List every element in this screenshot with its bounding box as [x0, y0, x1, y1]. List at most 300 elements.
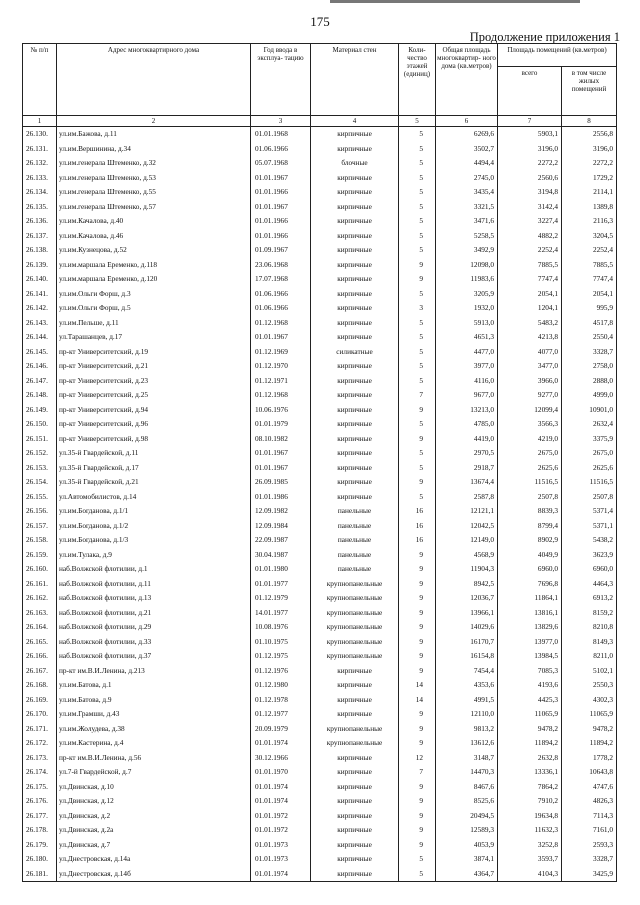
row-total-area: 8467,6	[436, 780, 498, 795]
row-year: 01.01.1967	[251, 461, 311, 476]
row-total-area: 4991,5	[436, 693, 498, 708]
row-premises-area: 11894,2	[498, 736, 562, 751]
row-floors: 16	[399, 519, 436, 534]
row-total-area: 3492,9	[436, 243, 498, 258]
row-address: пр-кт Университетский, д.21	[57, 359, 251, 374]
row-material: крупнопанельные	[311, 577, 399, 592]
row-premises-area: 4425,3	[498, 693, 562, 708]
column-number: 4	[311, 116, 399, 127]
row-floors: 7	[399, 765, 436, 780]
row-residential-area: 8211,0	[562, 649, 617, 664]
row-material: кирпичные	[311, 678, 399, 693]
column-number: 2	[57, 116, 251, 127]
row-premises-area: 2272,2	[498, 156, 562, 171]
row-floors: 12	[399, 751, 436, 766]
row-number: 26.142.	[23, 301, 57, 316]
row-number: 26.168.	[23, 678, 57, 693]
row-residential-area: 4464,3	[562, 577, 617, 592]
table-row	[23, 330, 617, 345]
row-floors: 5	[399, 171, 436, 186]
row-number: 26.158.	[23, 533, 57, 548]
column-number: 3	[251, 116, 311, 127]
row-residential-area: 3375,9	[562, 432, 617, 447]
row-address: ул.им.Пельше, д.11	[57, 316, 251, 331]
row-year: 01.01.1972	[251, 823, 311, 838]
table-row	[23, 707, 617, 722]
row-premises-area: 7864,2	[498, 780, 562, 795]
row-premises-area: 2560,6	[498, 171, 562, 186]
row-premises-area: 5483,2	[498, 316, 562, 331]
row-premises-area: 7696,8	[498, 577, 562, 592]
row-year: 01.06.1966	[251, 142, 311, 157]
row-year: 01.01.1967	[251, 200, 311, 215]
table-row	[23, 765, 617, 780]
row-floors: 5	[399, 229, 436, 244]
row-address: ул.Тарашанцев, д.17	[57, 330, 251, 345]
row-material: кирпичные	[311, 707, 399, 722]
row-premises-area: 2507,8	[498, 490, 562, 505]
row-address: ул.им.маршала Еременко, д.120	[57, 272, 251, 287]
table-row	[23, 852, 617, 867]
row-residential-area: 11516,5	[562, 475, 617, 490]
row-floors: 5	[399, 330, 436, 345]
row-year: 01.01.1973	[251, 838, 311, 853]
row-material: крупнопанельные	[311, 722, 399, 737]
row-floors: 9	[399, 577, 436, 592]
row-address: ул.им.Ольги Форш, д.3	[57, 287, 251, 302]
row-number: 26.131.	[23, 142, 57, 157]
row-premises-area: 3142,4	[498, 200, 562, 215]
row-residential-area: 3425,9	[562, 867, 617, 882]
row-number: 26.155.	[23, 490, 57, 505]
row-address: ул.7-й Гвардейской, д.7	[57, 765, 251, 780]
row-total-area: 16154,8	[436, 649, 498, 664]
row-year: 01.01.1979	[251, 417, 311, 432]
row-floors: 5	[399, 490, 436, 505]
table-row	[23, 475, 617, 490]
row-total-area: 1932,0	[436, 301, 498, 316]
row-address: наб.Волжской флотилии, д.13	[57, 591, 251, 606]
row-year: 01.01.1980	[251, 562, 311, 577]
row-material: панельные	[311, 519, 399, 534]
table-row	[23, 751, 617, 766]
row-number: 26.174.	[23, 765, 57, 780]
row-number: 26.137.	[23, 229, 57, 244]
row-floors: 9	[399, 620, 436, 635]
row-number: 26.139.	[23, 258, 57, 273]
row-total-area: 3435,4	[436, 185, 498, 200]
row-address: ул.им.Тулака, д.9	[57, 548, 251, 563]
row-material: кирпичные	[311, 446, 399, 461]
row-year: 01.12.1969	[251, 345, 311, 360]
row-floors: 5	[399, 852, 436, 867]
row-total-area: 5913,0	[436, 316, 498, 331]
row-floors: 5	[399, 374, 436, 389]
row-total-area: 4494,4	[436, 156, 498, 171]
header-all: всего	[498, 67, 562, 116]
row-premises-area: 8839,3	[498, 504, 562, 519]
row-address: ул.35-й Гвардейской, д.11	[57, 446, 251, 461]
row-premises-area: 13336,1	[498, 765, 562, 780]
row-residential-area: 7885,5	[562, 258, 617, 273]
header-address: Адрес многоквартирного дома	[57, 44, 251, 116]
row-year: 01.12.1975	[251, 649, 311, 664]
row-address: наб.Волжской флотилии, д.33	[57, 635, 251, 650]
row-year: 22.09.1987	[251, 533, 311, 548]
column-number: 1	[23, 116, 57, 127]
row-total-area: 8942,5	[436, 577, 498, 592]
row-premises-area: 4193,6	[498, 678, 562, 693]
row-premises-area: 3566,3	[498, 417, 562, 432]
row-address: ул.им.Богданова, д.1/1	[57, 504, 251, 519]
row-residential-area: 7114,3	[562, 809, 617, 824]
row-residential-area: 10901,0	[562, 403, 617, 418]
table-row	[23, 504, 617, 519]
row-total-area: 14470,3	[436, 765, 498, 780]
row-total-area: 3471,6	[436, 214, 498, 229]
row-premises-area: 11065,9	[498, 707, 562, 722]
row-address: ул.35-й Гвардейской, д.17	[57, 461, 251, 476]
row-residential-area: 4826,3	[562, 794, 617, 809]
row-floors: 9	[399, 780, 436, 795]
row-year: 12.09.1984	[251, 519, 311, 534]
row-floors: 5	[399, 214, 436, 229]
row-total-area: 3874,1	[436, 852, 498, 867]
row-material: кирпичные	[311, 229, 399, 244]
header-material: Материал стен	[311, 44, 399, 116]
row-floors: 5	[399, 156, 436, 171]
row-floors: 9	[399, 649, 436, 664]
row-number: 26.152.	[23, 446, 57, 461]
row-premises-area: 3252,8	[498, 838, 562, 853]
row-residential-area: 8210,8	[562, 620, 617, 635]
row-number: 26.164.	[23, 620, 57, 635]
table-row	[23, 867, 617, 882]
row-total-area: 2587,8	[436, 490, 498, 505]
row-year: 01.01.1974	[251, 794, 311, 809]
row-residential-area: 2593,3	[562, 838, 617, 853]
row-residential-area: 9478,2	[562, 722, 617, 737]
row-number: 26.156.	[23, 504, 57, 519]
row-premises-area: 13816,1	[498, 606, 562, 621]
row-total-area: 2745,0	[436, 171, 498, 186]
row-residential-area: 1778,2	[562, 751, 617, 766]
header-residential: в том числе жилых помещений	[562, 67, 617, 116]
row-year: 14.01.1977	[251, 606, 311, 621]
row-address: ул.им.генерала Штеменко, д.32	[57, 156, 251, 171]
table-row	[23, 446, 617, 461]
row-year: 01.06.1966	[251, 301, 311, 316]
row-floors: 9	[399, 475, 436, 490]
row-year: 26.09.1985	[251, 475, 311, 490]
row-year: 12.09.1982	[251, 504, 311, 519]
row-residential-area: 5371,4	[562, 504, 617, 519]
row-address: ул.им.Качалова, д.46	[57, 229, 251, 244]
row-premises-area: 4213,8	[498, 330, 562, 345]
row-address: ул.им.Богданова, д.1/2	[57, 519, 251, 534]
row-floors: 9	[399, 736, 436, 751]
row-address: ул.им.генерала Штеменко, д.55	[57, 185, 251, 200]
row-total-area: 2918,7	[436, 461, 498, 476]
row-material: кирпичные	[311, 359, 399, 374]
row-total-area: 3148,7	[436, 751, 498, 766]
row-address: пр-кт Университетский, д.98	[57, 432, 251, 447]
row-total-area: 4353,6	[436, 678, 498, 693]
table-row	[23, 359, 617, 374]
row-material: кирпичные	[311, 374, 399, 389]
row-address: пр-кт им.В.И.Ленина, д.56	[57, 751, 251, 766]
row-address: наб.Волжской флотилии, д.1	[57, 562, 251, 577]
row-number: 26.136.	[23, 214, 57, 229]
row-year: 05.07.1968	[251, 156, 311, 171]
row-year: 01.12.1971	[251, 374, 311, 389]
row-residential-area: 2054,1	[562, 287, 617, 302]
row-number: 26.144.	[23, 330, 57, 345]
row-material: кирпичные	[311, 316, 399, 331]
row-address: пр-кт Университетский, д.19	[57, 345, 251, 360]
row-floors: 5	[399, 142, 436, 157]
row-premises-area: 4077,0	[498, 345, 562, 360]
row-total-area: 3321,5	[436, 200, 498, 215]
row-residential-area: 7161,0	[562, 823, 617, 838]
row-premises-area: 8799,4	[498, 519, 562, 534]
table-row	[23, 823, 617, 838]
table-row	[23, 156, 617, 171]
row-residential-area: 3196,0	[562, 142, 617, 157]
row-number: 26.151.	[23, 432, 57, 447]
table-row	[23, 461, 617, 476]
row-floors: 9	[399, 432, 436, 447]
row-residential-area: 995,9	[562, 301, 617, 316]
row-address: ул.Двинская, д.7	[57, 838, 251, 853]
row-total-area: 4477,0	[436, 345, 498, 360]
page-number: 175	[310, 14, 330, 29]
row-year: 01.06.1966	[251, 287, 311, 302]
row-address: наб.Волжской флотилии, д.11	[57, 577, 251, 592]
row-premises-area: 13829,6	[498, 620, 562, 635]
row-premises-area: 3593,7	[498, 852, 562, 867]
row-number: 26.148.	[23, 388, 57, 403]
row-material: кирпичные	[311, 475, 399, 490]
row-number: 26.170.	[23, 707, 57, 722]
row-year: 01.01.1974	[251, 736, 311, 751]
column-number: 7	[498, 116, 562, 127]
row-year: 01.01.1977	[251, 577, 311, 592]
column-number-row	[23, 116, 617, 127]
row-premises-area: 6960,0	[498, 562, 562, 577]
table-row	[23, 229, 617, 244]
header-floors: Коли- чество этажей (единиц)	[399, 44, 436, 116]
row-total-area: 4053,9	[436, 838, 498, 853]
row-material: кирпичные	[311, 127, 399, 142]
row-floors: 9	[399, 809, 436, 824]
row-floors: 3	[399, 301, 436, 316]
row-residential-area: 2556,8	[562, 127, 617, 142]
table-row	[23, 664, 617, 679]
row-residential-area: 4999,0	[562, 388, 617, 403]
row-number: 26.178.	[23, 823, 57, 838]
table-row	[23, 388, 617, 403]
column-number: 6	[436, 116, 498, 127]
row-material: кирпичные	[311, 214, 399, 229]
row-floors: 9	[399, 562, 436, 577]
row-premises-area: 2632,8	[498, 751, 562, 766]
row-number: 26.132.	[23, 156, 57, 171]
row-total-area: 12098,0	[436, 258, 498, 273]
table-row	[23, 374, 617, 389]
row-premises-area: 4882,2	[498, 229, 562, 244]
row-total-area: 16170,7	[436, 635, 498, 650]
row-number: 26.173.	[23, 751, 57, 766]
row-year: 01.01.1967	[251, 171, 311, 186]
row-address: ул.Двинская, д.10	[57, 780, 251, 795]
row-number: 26.149.	[23, 403, 57, 418]
row-material: крупнопанельные	[311, 606, 399, 621]
row-year: 01.12.1979	[251, 591, 311, 606]
table-row	[23, 591, 617, 606]
row-material: кирпичные	[311, 809, 399, 824]
row-premises-area: 4219,0	[498, 432, 562, 447]
row-number: 26.180.	[23, 852, 57, 867]
row-material: крупнопанельные	[311, 620, 399, 635]
table-row	[23, 127, 617, 142]
row-year: 01.01.1966	[251, 214, 311, 229]
row-residential-area: 2632,4	[562, 417, 617, 432]
row-number: 26.130.	[23, 127, 57, 142]
row-floors: 16	[399, 533, 436, 548]
row-address: ул.им.Жолудева, д.38	[57, 722, 251, 737]
table-row	[23, 838, 617, 853]
row-number: 26.141.	[23, 287, 57, 302]
row-total-area: 9677,0	[436, 388, 498, 403]
row-residential-area: 2116,3	[562, 214, 617, 229]
row-total-area: 4785,0	[436, 417, 498, 432]
row-material: крупнопанельные	[311, 649, 399, 664]
row-year: 01.10.1975	[251, 635, 311, 650]
column-number: 5	[399, 116, 436, 127]
row-number: 26.171.	[23, 722, 57, 737]
row-year: 01.01.1973	[251, 852, 311, 867]
row-residential-area: 4517,8	[562, 316, 617, 331]
row-number: 26.181.	[23, 867, 57, 882]
row-year: 01.01.1972	[251, 809, 311, 824]
row-number: 26.172.	[23, 736, 57, 751]
row-total-area: 11904,3	[436, 562, 498, 577]
table-row	[23, 562, 617, 577]
row-material: силикатные	[311, 345, 399, 360]
table-row	[23, 490, 617, 505]
row-total-area: 12121,1	[436, 504, 498, 519]
row-material: крупнопанельные	[311, 635, 399, 650]
row-address: ул.им.Кузнецова, д.52	[57, 243, 251, 258]
table-row	[23, 417, 617, 432]
row-floors: 9	[399, 258, 436, 273]
table-row	[23, 142, 617, 157]
row-residential-area: 1729,2	[562, 171, 617, 186]
row-premises-area: 4049,9	[498, 548, 562, 563]
row-premises-area: 3196,0	[498, 142, 562, 157]
row-material: крупнопанельные	[311, 591, 399, 606]
row-residential-area: 3328,7	[562, 345, 617, 360]
row-material: кирпичные	[311, 490, 399, 505]
row-year: 01.01.1974	[251, 780, 311, 795]
row-number: 26.163.	[23, 606, 57, 621]
header-row	[23, 44, 617, 67]
row-material: кирпичные	[311, 287, 399, 302]
row-total-area: 8525,6	[436, 794, 498, 809]
row-number: 26.138.	[23, 243, 57, 258]
row-residential-area: 2252,4	[562, 243, 617, 258]
row-total-area: 4116,0	[436, 374, 498, 389]
row-address: пр-кт Университетский, д.94	[57, 403, 251, 418]
row-premises-area: 7085,3	[498, 664, 562, 679]
row-residential-area: 3204,5	[562, 229, 617, 244]
row-material: кирпичные	[311, 330, 399, 345]
row-address: наб.Волжской флотилии, д.29	[57, 620, 251, 635]
table-row	[23, 345, 617, 360]
row-year: 01.01.1967	[251, 330, 311, 345]
row-premises-area: 9478,2	[498, 722, 562, 737]
row-number: 26.135.	[23, 200, 57, 215]
row-floors: 16	[399, 504, 436, 519]
row-premises-area: 8902,9	[498, 533, 562, 548]
row-material: кирпичные	[311, 388, 399, 403]
row-address: наб.Волжской флотилии, д.37	[57, 649, 251, 664]
row-premises-area: 3194,8	[498, 185, 562, 200]
row-material: кирпичные	[311, 823, 399, 838]
row-residential-area: 4747,6	[562, 780, 617, 795]
row-total-area: 3502,7	[436, 142, 498, 157]
row-floors: 14	[399, 678, 436, 693]
table-row	[23, 620, 617, 635]
row-material: панельные	[311, 504, 399, 519]
row-residential-area: 6913,2	[562, 591, 617, 606]
row-material: кирпичные	[311, 693, 399, 708]
row-residential-area: 5102,1	[562, 664, 617, 679]
row-number: 26.165.	[23, 635, 57, 650]
row-number: 26.145.	[23, 345, 57, 360]
row-material: кирпичные	[311, 432, 399, 447]
row-number: 26.157.	[23, 519, 57, 534]
row-address: ул.им.Качалова, д.40	[57, 214, 251, 229]
row-year: 01.12.1980	[251, 678, 311, 693]
row-residential-area: 7747,4	[562, 272, 617, 287]
row-address: ул.Двинская, д.2а	[57, 823, 251, 838]
row-floors: 9	[399, 635, 436, 650]
row-material: кирпичные	[311, 461, 399, 476]
row-floors: 9	[399, 403, 436, 418]
row-total-area: 12042,5	[436, 519, 498, 534]
row-number: 26.143.	[23, 316, 57, 331]
row-number: 26.175.	[23, 780, 57, 795]
row-premises-area: 7885,5	[498, 258, 562, 273]
row-year: 01.12.1978	[251, 693, 311, 708]
row-premises-area: 19634,8	[498, 809, 562, 824]
row-premises-area: 5903,1	[498, 127, 562, 142]
row-number: 26.176.	[23, 794, 57, 809]
column-number: 8	[562, 116, 617, 127]
row-premises-area: 11516,5	[498, 475, 562, 490]
table-row	[23, 533, 617, 548]
row-year: 10.06.1976	[251, 403, 311, 418]
row-total-area: 13674,4	[436, 475, 498, 490]
row-material: кирпичные	[311, 243, 399, 258]
row-material: кирпичные	[311, 301, 399, 316]
row-total-area: 13966,1	[436, 606, 498, 621]
row-total-area: 12149,0	[436, 533, 498, 548]
row-total-area: 13213,0	[436, 403, 498, 418]
row-residential-area: 2625,6	[562, 461, 617, 476]
